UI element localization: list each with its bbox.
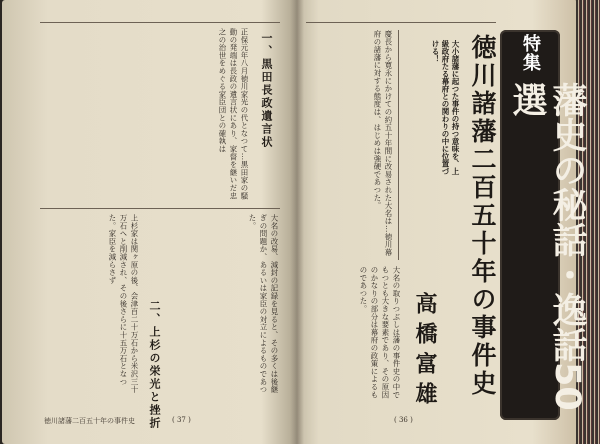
feature-badge	[500, 30, 560, 76]
section-2-heading: 二、上杉の栄光と挫折	[148, 300, 161, 430]
left-mid-rule	[40, 208, 280, 209]
section-1-heading: 一、黒田長政遺言状	[260, 32, 273, 149]
right-top-rule	[306, 22, 496, 23]
feature-title: 藩史の秘話・逸話50選	[507, 82, 587, 411]
right-lower-body-left: 大名の取りつぶしは藩の事件史の中でもつとも大きな要素であり、その原因のかなりの部分は幕府の政策によるものであつた。	[359, 266, 401, 399]
book-gutter	[290, 0, 304, 444]
left-top-rule	[40, 22, 280, 23]
left-upper-body: 正保元年八月徳川家光の代となつて…黒田家の騒動の発端は長政の遺言状にあり、家督を継いだ忠之の治世をめぐる家臣団との確執は	[218, 28, 249, 200]
left-lower-body-left: 上杉家は関ヶ原の後、会津百二十万石から米沢三十万石へと削減され、その後さらに十五万石となつた。家臣を減らさず	[108, 214, 139, 394]
left-lower-body-right: 大名の改易、減封の記録を見ると、その多くは後継ぎの問題か、あるいは家臣の対立によるものであつた。	[248, 214, 279, 394]
right-upper-body: 慶長から寛永にかけての約五十年間に改易された大名は…徳川幕府の諸藩に対する態度は、はじめは強硬であつた。	[373, 30, 393, 257]
right-page-number: ( 36 )	[394, 416, 413, 424]
right-column-rule	[398, 30, 399, 260]
article-title: 徳川諸藩二百五十年の事件史	[468, 34, 497, 398]
author-name: 高橋富雄	[412, 292, 438, 412]
left-footer: 徳川諸藩二百五十年の事件史	[44, 417, 135, 425]
feature-badge-label: 特集	[520, 34, 541, 72]
left-page-number: ( 37 )	[172, 416, 191, 424]
article-subtitle: 大小諸藩に起つた事件の持つ意味を、上級政府たる幕府との関わりの中に位置づける！	[431, 40, 460, 175]
